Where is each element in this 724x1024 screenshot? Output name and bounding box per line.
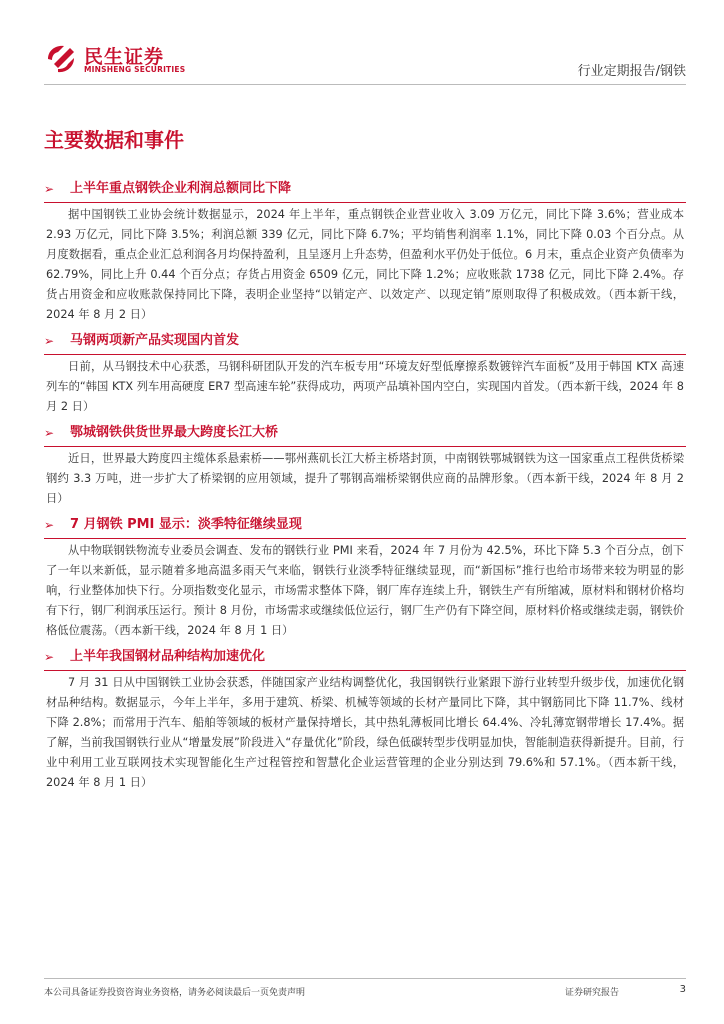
- news-heading: [44, 422, 686, 447]
- news-heading-text: 上半年重点钢铁企业利润总额同比下降: [70, 181, 292, 196]
- arrow-bullet-icon: ➢: [44, 426, 55, 440]
- news-body: 日前，从马钢技术中心获悉，马钢科研团队开发的汽车板专用“环境友好型低摩擦系数镀锌汽车面板”及用于韩国 KTX 高速列车的“韩国 KTX 列车用高硬度 ER7 型高速车轮”获得成功，两项产品填补国内空白，实现国内首发。（西本新干线，2024 年 8 月 2 日）: [46, 360, 684, 413]
- arrow-bullet-icon: ➢: [44, 334, 55, 348]
- news-heading-text: 7 月钢铁 PMI 显示：淡季特征继续显现: [70, 517, 302, 532]
- news-heading: [44, 514, 686, 539]
- logo-text-en: MINSHENG SECURITIES: [84, 65, 186, 74]
- company-logo: [44, 42, 184, 78]
- arrow-bullet-icon: ➢: [44, 182, 55, 196]
- news-body: 据中国钢铁工业协会统计数据显示，2024 年上半年，重点钢铁企业营业收入 3.09 万亿元，同比下降 3.6%；营业成本 2.93 万亿元，同比下降 3.5%；利润总额 339 亿元，同比下降 6.7%；平均销售利润率 1.1%，同比下降 0.03 个百分点。从月度数据看，重点企业汇总利润各月均保持盈利，且呈逐月上升态势，但盈利水平仍处于低位。6 月末，重点企业资产负债率为 62.79%，同比上升 0.44 个百分点；存货占用资金 6509 亿元，同比下降 1.2%；应收账款 1738 亿元，同比下降 2.4%。存货占用资金和应收账款保持同比下降，表明企业坚持“以销定产、以效定产、以现定销”原则取得了积极成效。（西本新干线，2024 年 8 月 2 日）: [46, 208, 684, 321]
- news-body: 7 月 31 日从中国钢铁工业协会获悉，伴随国家产业结构调整优化，我国钢铁行业紧跟下游行业转型升级步伐，加速优化钢材品种结构。数据显示，今年上半年，多用于建筑、桥梁、机械等领域的长材产量同比下降，其中钢筋同比下降 11.7%、线材下降 2.8%；而常用于汽车、船舶等领域的板材产量保持增长，其中热轧薄板同比增长 64.4%、冷轧薄宽钢带增长 17.4%。据了解，当前我国钢铁行业从“增量发展”阶段进入“存量优化”阶段，绿色低碳转型步伐明显加快，智能制造获得新提升。目前，行业中利用工业互联网技术实现智能化生产过程管控和智慧化企业运营管理的企业分别达到 79.6%和 57.1%。（西本新干线，2024 年 8 月 1 日）: [46, 676, 684, 789]
- news-heading-text: 鄂城钢铁供货世界最大跨度长江大桥: [70, 425, 279, 440]
- news-heading-text: 上半年我国钢材品种结构加速优化: [70, 649, 266, 664]
- news-heading-text: 马钢两项新产品实现国内首发: [70, 333, 240, 348]
- news-heading: [44, 330, 686, 355]
- arrow-bullet-icon: ➢: [44, 650, 55, 664]
- news-body: 近日，世界最大跨度四主缆体系悬索桥——鄂州燕矶长江大桥主桥塔封顶，中南钢铁鄂城钢铁为这一国家重点工程供货桥梁钢约 3.3 万吨，进一步扩大了桥梁钢的应用领域，提升了鄂钢高端桥梁钢供应商的品牌形象。（西本新干线，2024 年 8 月 2 日）: [46, 452, 684, 505]
- news-item: [44, 646, 686, 793]
- news-heading: [44, 178, 686, 203]
- arrow-bullet-icon: ➢: [44, 518, 55, 532]
- news-heading: [44, 646, 686, 671]
- footer-disclaimer: 本公司具备证券投资咨询业务资格，请务必阅读最后一页免责声明: [44, 988, 306, 998]
- news-item: [44, 178, 686, 325]
- news-list: [44, 178, 686, 798]
- section-title: 主要数据和事件: [44, 128, 184, 152]
- footer-doc-type: 证券研究报告: [565, 988, 620, 998]
- logo-mark-icon: [44, 42, 78, 76]
- news-item: [44, 330, 686, 417]
- header-divider: [44, 84, 686, 85]
- page-header: [0, 0, 724, 90]
- footer-divider: [44, 978, 686, 979]
- news-item: [44, 514, 686, 641]
- news-item: [44, 422, 686, 509]
- report-type: 行业定期报告/钢铁: [577, 64, 686, 79]
- news-body: 从中物联钢铁物流专业委员会调查、发布的钢铁行业 PMI 来看，2024 年 7 月份为 42.5%，环比下降 5.3 个百分点，创下了一年以来新低，显示随着多地高温多雨天气来临，钢铁行业淡季特征继续显现，而“新国标”推行也给市场带来较为明显的影响，行业整体加快下行。分项指数变化显示，市场需求整体下降，钢厂库存连续上升，钢铁生产有所缩减，原材料和钢材价格均有下行，钢厂利润承压运行。预计 8 月份，市场需求或继续低位运行，钢厂生产仍有下降空间，原材料价格或继续走弱，钢铁价格低位震荡。（西本新干线，2024 年 8 月 1 日）: [46, 544, 684, 637]
- page-number: 3: [679, 984, 686, 995]
- logo-text-cn: 民生证券: [84, 46, 165, 68]
